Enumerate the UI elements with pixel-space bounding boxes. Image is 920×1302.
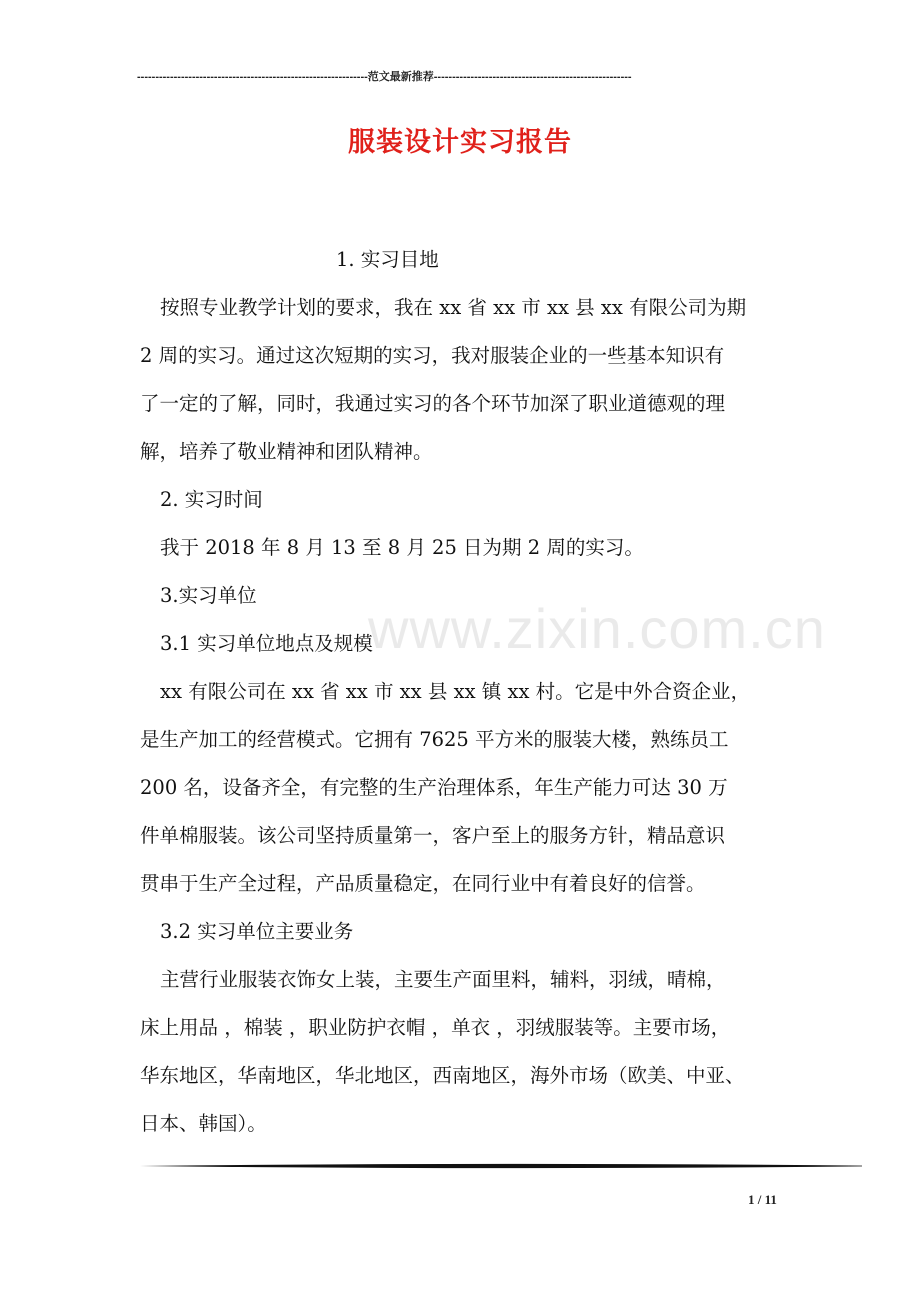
paragraph-line: 主营行业服装衣饰女上装，主要生产面里料，辅料，羽绒，晴棉， xyxy=(160,968,726,991)
document-body xyxy=(140,236,790,1148)
paragraph-line: 我于 2018 年 8 月 13 至 8 月 25 日为期 2 周的实习。 xyxy=(160,536,644,559)
section-heading-time: 2. 实习时间 xyxy=(160,488,263,511)
paragraph-line: 是生产加工的经营模式。它拥有 7625 平方米的服装大楼，熟练员工 xyxy=(140,728,729,751)
paragraph-line: 件单棉服装。该公司坚持质量第一，客户至上的服务方针，精品意识 xyxy=(140,824,726,847)
subsection-heading-location: 3.1 实习单位地点及规模 xyxy=(160,632,373,655)
paragraph-line: 贯串于生产全过程，产品质量稳定，在同行业中有着良好的信誉。 xyxy=(140,872,706,895)
paragraph-line: 2 周的实习。通过这次短期的实习，我对服装企业的一些基本知识有 xyxy=(140,344,725,367)
document-title: 服装设计实习报告 xyxy=(348,127,572,158)
subsection-heading-business: 3.2 实习单位主要业务 xyxy=(160,920,354,943)
paragraph-line: 日本、韩国）。 xyxy=(140,1112,267,1135)
paragraph-line: 华东地区，华南地区，华北地区，西南地区，海外市场（欧美、中亚、 xyxy=(140,1064,745,1087)
paragraph-line: 按照专业教学计划的要求，我在 xx 省 xx 市 xx 县 xx 有限公司为期 xyxy=(160,296,747,319)
section-heading-purpose: 1. 实习目地 xyxy=(336,248,439,271)
paragraph-line: 床上用品 ，棉装 ，职业防护衣帽 ，单衣 ，羽绒服装等。主要市场， xyxy=(140,1016,731,1039)
section-heading-unit: 3.实习单位 xyxy=(160,584,257,607)
page-number: 1 / 11 xyxy=(748,1192,777,1207)
footer-divider xyxy=(140,1163,862,1169)
header-banner: ---------------------------------------------------------------范文最新推荐------------------------------------------------------ xyxy=(137,71,632,83)
paragraph-line: 解，培养了敬业精神和团队精神。 xyxy=(140,440,433,463)
paragraph-line: xx 有限公司在 xx 省 xx 市 xx 县 xx 镇 xx 村。它是中外合资企业， xyxy=(160,680,751,703)
watermark: www.zixin.com.cn xyxy=(368,597,826,660)
paragraph-line: 了一定的了解，同时，我通过实习的各个环节加深了职业道德观的理 xyxy=(140,392,726,415)
paragraph-line: 200 名，设备齐全，有完整的生产治理体系，年生产能力可达 30 万 xyxy=(140,776,728,799)
